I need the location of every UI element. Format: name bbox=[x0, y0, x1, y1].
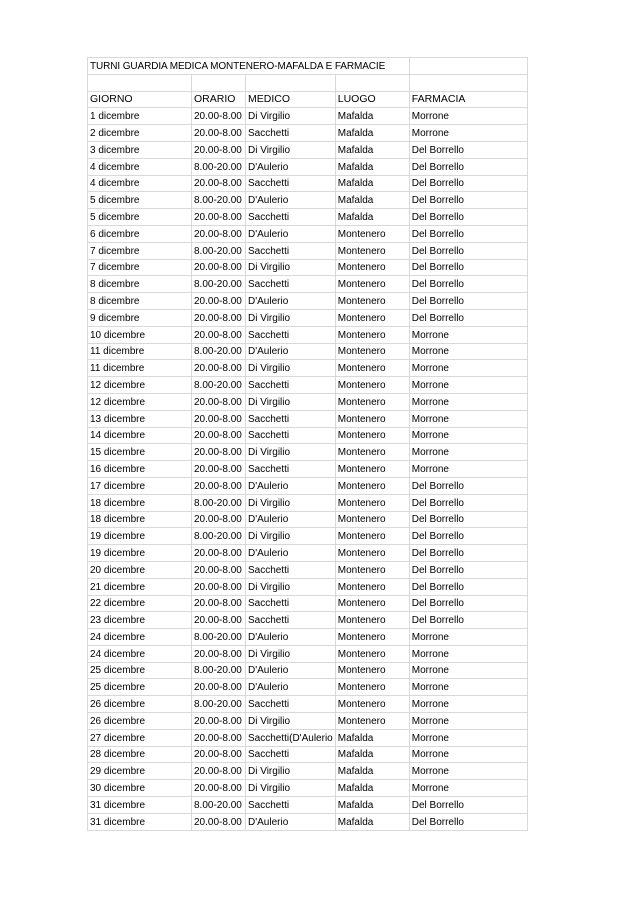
cell-luogo[interactable]: Mafalda bbox=[335, 763, 409, 780]
cell-luogo[interactable]: Montenero bbox=[335, 410, 409, 427]
cell-giorno[interactable]: 12 dicembre bbox=[88, 377, 192, 394]
cell-medico[interactable]: Sacchetti bbox=[246, 209, 336, 226]
cell-farmacia[interactable]: Del Borrello bbox=[409, 175, 527, 192]
table-row bbox=[88, 679, 528, 696]
cell-medico[interactable]: Sacchetti bbox=[246, 276, 336, 293]
cell-orario[interactable]: 20.00-8.00 bbox=[192, 578, 246, 595]
cell-giorno[interactable]: 4 dicembre bbox=[88, 158, 192, 175]
cell-orario[interactable]: 20.00-8.00 bbox=[192, 595, 246, 612]
cell-giorno[interactable]: 19 dicembre bbox=[88, 528, 192, 545]
cell-orario[interactable]: 20.00-8.00 bbox=[192, 360, 246, 377]
cell-farmacia[interactable]: Del Borrello bbox=[409, 192, 527, 209]
cell-orario[interactable]: 8.00-20.00 bbox=[192, 192, 246, 209]
table-row bbox=[88, 494, 528, 511]
table-row bbox=[88, 427, 528, 444]
cell-luogo[interactable]: Montenero bbox=[335, 377, 409, 394]
cell-giorno[interactable]: 25 dicembre bbox=[88, 679, 192, 696]
title-row bbox=[88, 58, 528, 75]
cell-farmacia[interactable]: Morrone bbox=[409, 377, 527, 394]
cell-orario[interactable]: 20.00-8.00 bbox=[192, 713, 246, 730]
table-row bbox=[88, 141, 528, 158]
cell-giorno[interactable]: 29 dicembre bbox=[88, 763, 192, 780]
cell-medico[interactable]: Di Virgilio bbox=[246, 309, 336, 326]
cell-giorno[interactable]: 26 dicembre bbox=[88, 696, 192, 713]
cell-luogo[interactable]: Montenero bbox=[335, 326, 409, 343]
cell-giorno[interactable]: 31 dicembre bbox=[88, 813, 192, 830]
cell-medico[interactable]: Sacchetti bbox=[246, 612, 336, 629]
cell-orario[interactable]: 20.00-8.00 bbox=[192, 444, 246, 461]
header-row bbox=[88, 91, 528, 108]
cell-medico[interactable]: Sacchetti bbox=[246, 595, 336, 612]
cell-orario[interactable]: 20.00-8.00 bbox=[192, 612, 246, 629]
table-row bbox=[88, 461, 528, 478]
cell-orario[interactable]: 20.00-8.00 bbox=[192, 141, 246, 158]
cell-farmacia[interactable]: Del Borrello bbox=[409, 595, 527, 612]
cell-farmacia[interactable]: Morrone bbox=[409, 746, 527, 763]
cell-farmacia[interactable]: Morrone bbox=[409, 679, 527, 696]
cell-orario[interactable]: 8.00-20.00 bbox=[192, 377, 246, 394]
cell-farmacia[interactable]: Del Borrello bbox=[409, 797, 527, 814]
cell-giorno[interactable]: 7 dicembre bbox=[88, 259, 192, 276]
cell-medico[interactable]: D'Aulerio bbox=[246, 629, 336, 646]
cell-medico[interactable]: D'Aulerio bbox=[246, 545, 336, 562]
cell-luogo[interactable]: Mafalda bbox=[335, 729, 409, 746]
cell-farmacia[interactable]: Morrone bbox=[409, 326, 527, 343]
table-row bbox=[88, 326, 528, 343]
cell-medico[interactable]: Sacchetti bbox=[246, 696, 336, 713]
cell-giorno[interactable]: 8 dicembre bbox=[88, 276, 192, 293]
empty-cell[interactable] bbox=[192, 74, 246, 91]
cell-giorno[interactable]: 12 dicembre bbox=[88, 393, 192, 410]
cell-luogo[interactable]: Montenero bbox=[335, 662, 409, 679]
table-row bbox=[88, 561, 528, 578]
cell-giorno[interactable]: 23 dicembre bbox=[88, 612, 192, 629]
cell-orario[interactable]: 8.00-20.00 bbox=[192, 797, 246, 814]
table-row bbox=[88, 209, 528, 226]
table-row bbox=[88, 242, 528, 259]
cell-orario[interactable]: 20.00-8.00 bbox=[192, 679, 246, 696]
cell-medico[interactable]: D'Aulerio bbox=[246, 679, 336, 696]
table-row bbox=[88, 293, 528, 310]
cell-farmacia[interactable]: Morrone bbox=[409, 427, 527, 444]
table-row bbox=[88, 192, 528, 209]
cell-giorno[interactable]: 4 dicembre bbox=[88, 175, 192, 192]
table-row bbox=[88, 377, 528, 394]
table-row bbox=[88, 444, 528, 461]
cell-giorno[interactable]: 24 dicembre bbox=[88, 629, 192, 646]
cell-farmacia[interactable]: Del Borrello bbox=[409, 225, 527, 242]
cell-medico[interactable]: D'Aulerio bbox=[246, 192, 336, 209]
cell-farmacia[interactable]: Morrone bbox=[409, 393, 527, 410]
cell-orario[interactable]: 8.00-20.00 bbox=[192, 242, 246, 259]
cell-luogo[interactable]: Montenero bbox=[335, 713, 409, 730]
cell-luogo[interactable]: Mafalda bbox=[335, 797, 409, 814]
cell-farmacia[interactable]: Del Borrello bbox=[409, 242, 527, 259]
cell-luogo[interactable]: Montenero bbox=[335, 477, 409, 494]
table-row bbox=[88, 528, 528, 545]
cell-giorno[interactable]: 7 dicembre bbox=[88, 242, 192, 259]
cell-medico[interactable]: Sacchetti bbox=[246, 410, 336, 427]
header-giorno[interactable]: GIORNO bbox=[88, 91, 192, 108]
table-row bbox=[88, 813, 528, 830]
sheet-title[interactable]: TURNI GUARDIA MEDICA MONTENERO-MAFALDA E FARMACIE bbox=[88, 58, 410, 75]
cell-orario[interactable]: 8.00-20.00 bbox=[192, 662, 246, 679]
cell-farmacia[interactable]: Morrone bbox=[409, 629, 527, 646]
blank-row bbox=[88, 74, 528, 91]
cell-orario[interactable]: 8.00-20.00 bbox=[192, 528, 246, 545]
cell-medico[interactable]: Di Virgilio bbox=[246, 393, 336, 410]
cell-farmacia[interactable]: Morrone bbox=[409, 780, 527, 797]
cell-luogo[interactable]: Montenero bbox=[335, 343, 409, 360]
cell-medico[interactable]: Di Virgilio bbox=[246, 645, 336, 662]
header-orario[interactable]: ORARIO bbox=[192, 91, 246, 108]
cell-medico[interactable]: Sacchetti bbox=[246, 797, 336, 814]
cell-farmacia[interactable]: Morrone bbox=[409, 763, 527, 780]
table-row bbox=[88, 746, 528, 763]
cell-medico[interactable]: D'Aulerio bbox=[246, 293, 336, 310]
cell-medico[interactable]: Sacchetti bbox=[246, 175, 336, 192]
cell-luogo[interactable]: Montenero bbox=[335, 461, 409, 478]
cell-luogo[interactable]: Montenero bbox=[335, 511, 409, 528]
cell-orario[interactable]: 8.00-20.00 bbox=[192, 629, 246, 646]
cell-orario[interactable]: 20.00-8.00 bbox=[192, 393, 246, 410]
cell-orario[interactable]: 8.00-20.00 bbox=[192, 494, 246, 511]
cell-medico[interactable]: D'Aulerio bbox=[246, 511, 336, 528]
cell-giorno[interactable]: 19 dicembre bbox=[88, 545, 192, 562]
cell-orario[interactable]: 20.00-8.00 bbox=[192, 410, 246, 427]
cell-giorno[interactable]: 17 dicembre bbox=[88, 477, 192, 494]
cell-medico[interactable]: Sacchetti bbox=[246, 746, 336, 763]
cell-farmacia[interactable]: Morrone bbox=[409, 360, 527, 377]
cell-luogo[interactable]: Montenero bbox=[335, 242, 409, 259]
cell-luogo[interactable]: Montenero bbox=[335, 645, 409, 662]
header-medico[interactable]: MEDICO bbox=[246, 91, 336, 108]
cell-farmacia[interactable]: Del Borrello bbox=[409, 813, 527, 830]
cell-giorno[interactable]: 2 dicembre bbox=[88, 125, 192, 142]
cell-orario[interactable]: 20.00-8.00 bbox=[192, 746, 246, 763]
cell-farmacia[interactable]: Del Borrello bbox=[409, 578, 527, 595]
cell-farmacia[interactable]: Morrone bbox=[409, 410, 527, 427]
cell-orario[interactable]: 20.00-8.00 bbox=[192, 309, 246, 326]
cell-farmacia[interactable]: Del Borrello bbox=[409, 259, 527, 276]
table-row bbox=[88, 225, 528, 242]
table-row bbox=[88, 612, 528, 629]
table-row bbox=[88, 477, 528, 494]
cell-luogo[interactable]: Montenero bbox=[335, 276, 409, 293]
cell-giorno[interactable]: 14 dicembre bbox=[88, 427, 192, 444]
cell-orario[interactable]: 8.00-20.00 bbox=[192, 158, 246, 175]
cell-medico[interactable]: Di Virgilio bbox=[246, 578, 336, 595]
cell-orario[interactable]: 20.00-8.00 bbox=[192, 225, 246, 242]
cell-orario[interactable]: 20.00-8.00 bbox=[192, 561, 246, 578]
table-row bbox=[88, 108, 528, 125]
cell-farmacia[interactable]: Morrone bbox=[409, 444, 527, 461]
cell-farmacia[interactable]: Morrone bbox=[409, 696, 527, 713]
cell-giorno[interactable]: 18 dicembre bbox=[88, 494, 192, 511]
cell-farmacia[interactable]: Morrone bbox=[409, 713, 527, 730]
cell-medico[interactable]: Sacchetti bbox=[246, 427, 336, 444]
cell-giorno[interactable]: 10 dicembre bbox=[88, 326, 192, 343]
cell-luogo[interactable]: Montenero bbox=[335, 629, 409, 646]
cell-luogo[interactable]: Montenero bbox=[335, 528, 409, 545]
cell-giorno[interactable]: 9 dicembre bbox=[88, 309, 192, 326]
cell-orario[interactable]: 20.00-8.00 bbox=[192, 545, 246, 562]
cell-medico[interactable]: D'Aulerio bbox=[246, 477, 336, 494]
table-row bbox=[88, 645, 528, 662]
cell-orario[interactable]: 20.00-8.00 bbox=[192, 511, 246, 528]
cell-giorno[interactable]: 21 dicembre bbox=[88, 578, 192, 595]
table-row bbox=[88, 629, 528, 646]
cell-luogo[interactable]: Mafalda bbox=[335, 141, 409, 158]
cell-luogo[interactable]: Mafalda bbox=[335, 175, 409, 192]
table-row bbox=[88, 309, 528, 326]
cell-luogo[interactable]: Montenero bbox=[335, 494, 409, 511]
cell-medico[interactable]: Di Virgilio bbox=[246, 494, 336, 511]
empty-cell[interactable] bbox=[335, 74, 409, 91]
table-row bbox=[88, 511, 528, 528]
cell-medico[interactable]: D'Aulerio bbox=[246, 225, 336, 242]
cell-farmacia[interactable]: Del Borrello bbox=[409, 293, 527, 310]
cell-orario[interactable]: 20.00-8.00 bbox=[192, 427, 246, 444]
table-row bbox=[88, 545, 528, 562]
cell-orario[interactable]: 20.00-8.00 bbox=[192, 477, 246, 494]
cell-orario[interactable]: 20.00-8.00 bbox=[192, 813, 246, 830]
cell-farmacia[interactable]: Morrone bbox=[409, 461, 527, 478]
cell-giorno[interactable]: 3 dicembre bbox=[88, 141, 192, 158]
cell-giorno[interactable]: 11 dicembre bbox=[88, 360, 192, 377]
cell-medico[interactable]: Di Virgilio bbox=[246, 108, 336, 125]
cell-giorno[interactable]: 8 dicembre bbox=[88, 293, 192, 310]
cell-farmacia[interactable]: Del Borrello bbox=[409, 209, 527, 226]
cell-luogo[interactable]: Mafalda bbox=[335, 125, 409, 142]
cell-luogo[interactable]: Montenero bbox=[335, 696, 409, 713]
cell-orario[interactable]: 8.00-20.00 bbox=[192, 276, 246, 293]
cell-luogo[interactable]: Montenero bbox=[335, 561, 409, 578]
cell-farmacia[interactable]: Del Borrello bbox=[409, 511, 527, 528]
header-luogo[interactable]: LUOGO bbox=[335, 91, 409, 108]
cell-medico[interactable]: D'Aulerio bbox=[246, 813, 336, 830]
cell-farmacia[interactable]: Del Borrello bbox=[409, 141, 527, 158]
table-row bbox=[88, 729, 528, 746]
cell-giorno[interactable]: 30 dicembre bbox=[88, 780, 192, 797]
cell-medico[interactable]: Di Virgilio bbox=[246, 360, 336, 377]
table-row bbox=[88, 780, 528, 797]
cell-farmacia[interactable]: Morrone bbox=[409, 645, 527, 662]
empty-cell[interactable] bbox=[409, 58, 527, 75]
cell-orario[interactable]: 20.00-8.00 bbox=[192, 780, 246, 797]
table-row bbox=[88, 158, 528, 175]
cell-luogo[interactable]: Montenero bbox=[335, 612, 409, 629]
cell-luogo[interactable]: Mafalda bbox=[335, 192, 409, 209]
table-row bbox=[88, 595, 528, 612]
cell-farmacia[interactable]: Del Borrello bbox=[409, 612, 527, 629]
cell-farmacia[interactable]: Del Borrello bbox=[409, 561, 527, 578]
cell-luogo[interactable]: Montenero bbox=[335, 545, 409, 562]
cell-luogo[interactable]: Montenero bbox=[335, 309, 409, 326]
cell-giorno[interactable]: 28 dicembre bbox=[88, 746, 192, 763]
cell-luogo[interactable]: Montenero bbox=[335, 679, 409, 696]
empty-cell[interactable] bbox=[409, 74, 527, 91]
empty-cell[interactable] bbox=[246, 74, 336, 91]
cell-luogo[interactable]: Montenero bbox=[335, 259, 409, 276]
cell-farmacia[interactable]: Morrone bbox=[409, 662, 527, 679]
cell-farmacia[interactable]: Morrone bbox=[409, 125, 527, 142]
cell-luogo[interactable]: Mafalda bbox=[335, 813, 409, 830]
cell-farmacia[interactable]: Del Borrello bbox=[409, 494, 527, 511]
cell-farmacia[interactable]: Del Borrello bbox=[409, 309, 527, 326]
cell-medico[interactable]: Sacchetti bbox=[246, 326, 336, 343]
cell-giorno[interactable]: 16 dicembre bbox=[88, 461, 192, 478]
cell-orario[interactable]: 20.00-8.00 bbox=[192, 645, 246, 662]
cell-medico[interactable]: Di Virgilio bbox=[246, 444, 336, 461]
cell-medico[interactable]: D'Aulerio bbox=[246, 662, 336, 679]
empty-cell[interactable] bbox=[88, 74, 192, 91]
cell-giorno[interactable]: 13 dicembre bbox=[88, 410, 192, 427]
schedule-table bbox=[87, 57, 528, 831]
cell-farmacia[interactable]: Morrone bbox=[409, 343, 527, 360]
cell-medico[interactable]: Di Virgilio bbox=[246, 763, 336, 780]
cell-medico[interactable]: Sacchetti bbox=[246, 242, 336, 259]
cell-medico[interactable]: Sacchetti bbox=[246, 125, 336, 142]
cell-giorno[interactable]: 31 dicembre bbox=[88, 797, 192, 814]
cell-luogo[interactable]: Mafalda bbox=[335, 158, 409, 175]
cell-giorno[interactable]: 15 dicembre bbox=[88, 444, 192, 461]
cell-orario[interactable]: 20.00-8.00 bbox=[192, 729, 246, 746]
table-row bbox=[88, 713, 528, 730]
cell-giorno[interactable]: 18 dicembre bbox=[88, 511, 192, 528]
table-row bbox=[88, 343, 528, 360]
cell-medico[interactable]: Sacchetti bbox=[246, 461, 336, 478]
cell-farmacia[interactable]: Del Borrello bbox=[409, 158, 527, 175]
table-row bbox=[88, 797, 528, 814]
cell-giorno[interactable]: 11 dicembre bbox=[88, 343, 192, 360]
cell-medico[interactable]: Di Virgilio bbox=[246, 713, 336, 730]
table-row bbox=[88, 175, 528, 192]
cell-farmacia[interactable]: Del Borrello bbox=[409, 276, 527, 293]
cell-giorno[interactable]: 22 dicembre bbox=[88, 595, 192, 612]
cell-medico[interactable]: Sacchetti bbox=[246, 377, 336, 394]
cell-giorno[interactable]: 24 dicembre bbox=[88, 645, 192, 662]
cell-farmacia[interactable]: Morrone bbox=[409, 108, 527, 125]
cell-giorno[interactable]: 27 dicembre bbox=[88, 729, 192, 746]
cell-giorno[interactable]: 6 dicembre bbox=[88, 225, 192, 242]
cell-luogo[interactable]: Mafalda bbox=[335, 746, 409, 763]
cell-luogo[interactable]: Montenero bbox=[335, 427, 409, 444]
table-row bbox=[88, 276, 528, 293]
table-row bbox=[88, 360, 528, 377]
cell-medico[interactable]: D'Aulerio bbox=[246, 343, 336, 360]
cell-giorno[interactable]: 20 dicembre bbox=[88, 561, 192, 578]
cell-orario[interactable]: 20.00-8.00 bbox=[192, 763, 246, 780]
cell-orario[interactable]: 20.00-8.00 bbox=[192, 326, 246, 343]
cell-medico[interactable]: D'Aulerio bbox=[246, 158, 336, 175]
cell-luogo[interactable]: Mafalda bbox=[335, 209, 409, 226]
cell-medico[interactable]: Di Virgilio bbox=[246, 780, 336, 797]
cell-luogo[interactable]: Montenero bbox=[335, 360, 409, 377]
table-row bbox=[88, 259, 528, 276]
cell-luogo[interactable]: Montenero bbox=[335, 595, 409, 612]
table-row bbox=[88, 578, 528, 595]
cell-giorno[interactable]: 25 dicembre bbox=[88, 662, 192, 679]
cell-luogo[interactable]: Montenero bbox=[335, 444, 409, 461]
cell-farmacia[interactable]: Morrone bbox=[409, 729, 527, 746]
cell-orario[interactable]: 20.00-8.00 bbox=[192, 293, 246, 310]
cell-luogo[interactable]: Montenero bbox=[335, 225, 409, 242]
cell-medico[interactable]: Sacchetti(D'Aulerio bbox=[246, 729, 336, 746]
cell-medico[interactable]: Di Virgilio bbox=[246, 259, 336, 276]
cell-orario[interactable]: 20.00-8.00 bbox=[192, 259, 246, 276]
table-row bbox=[88, 696, 528, 713]
table-row bbox=[88, 393, 528, 410]
header-farmacia[interactable]: FARMACIA bbox=[409, 91, 527, 108]
cell-orario[interactable]: 8.00-20.00 bbox=[192, 696, 246, 713]
cell-medico[interactable]: Di Virgilio bbox=[246, 141, 336, 158]
cell-orario[interactable]: 20.00-8.00 bbox=[192, 175, 246, 192]
cell-orario[interactable]: 20.00-8.00 bbox=[192, 125, 246, 142]
cell-medico[interactable]: Sacchetti bbox=[246, 561, 336, 578]
schedule-table-body bbox=[88, 58, 528, 831]
table-row bbox=[88, 410, 528, 427]
cell-luogo[interactable]: Mafalda bbox=[335, 780, 409, 797]
cell-luogo[interactable]: Montenero bbox=[335, 578, 409, 595]
table-row bbox=[88, 662, 528, 679]
cell-giorno[interactable]: 5 dicembre bbox=[88, 209, 192, 226]
cell-giorno[interactable]: 1 dicembre bbox=[88, 108, 192, 125]
cell-farmacia[interactable]: Del Borrello bbox=[409, 528, 527, 545]
cell-giorno[interactable]: 26 dicembre bbox=[88, 713, 192, 730]
cell-luogo[interactable]: Mafalda bbox=[335, 108, 409, 125]
table-row bbox=[88, 763, 528, 780]
cell-orario[interactable]: 20.00-8.00 bbox=[192, 461, 246, 478]
cell-orario[interactable]: 20.00-8.00 bbox=[192, 209, 246, 226]
cell-orario[interactable]: 20.00-8.00 bbox=[192, 108, 246, 125]
cell-luogo[interactable]: Montenero bbox=[335, 393, 409, 410]
cell-farmacia[interactable]: Del Borrello bbox=[409, 545, 527, 562]
cell-giorno[interactable]: 5 dicembre bbox=[88, 192, 192, 209]
cell-luogo[interactable]: Montenero bbox=[335, 293, 409, 310]
table-row bbox=[88, 125, 528, 142]
cell-farmacia[interactable]: Del Borrello bbox=[409, 477, 527, 494]
cell-orario[interactable]: 8.00-20.00 bbox=[192, 343, 246, 360]
cell-medico[interactable]: Di Virgilio bbox=[246, 528, 336, 545]
